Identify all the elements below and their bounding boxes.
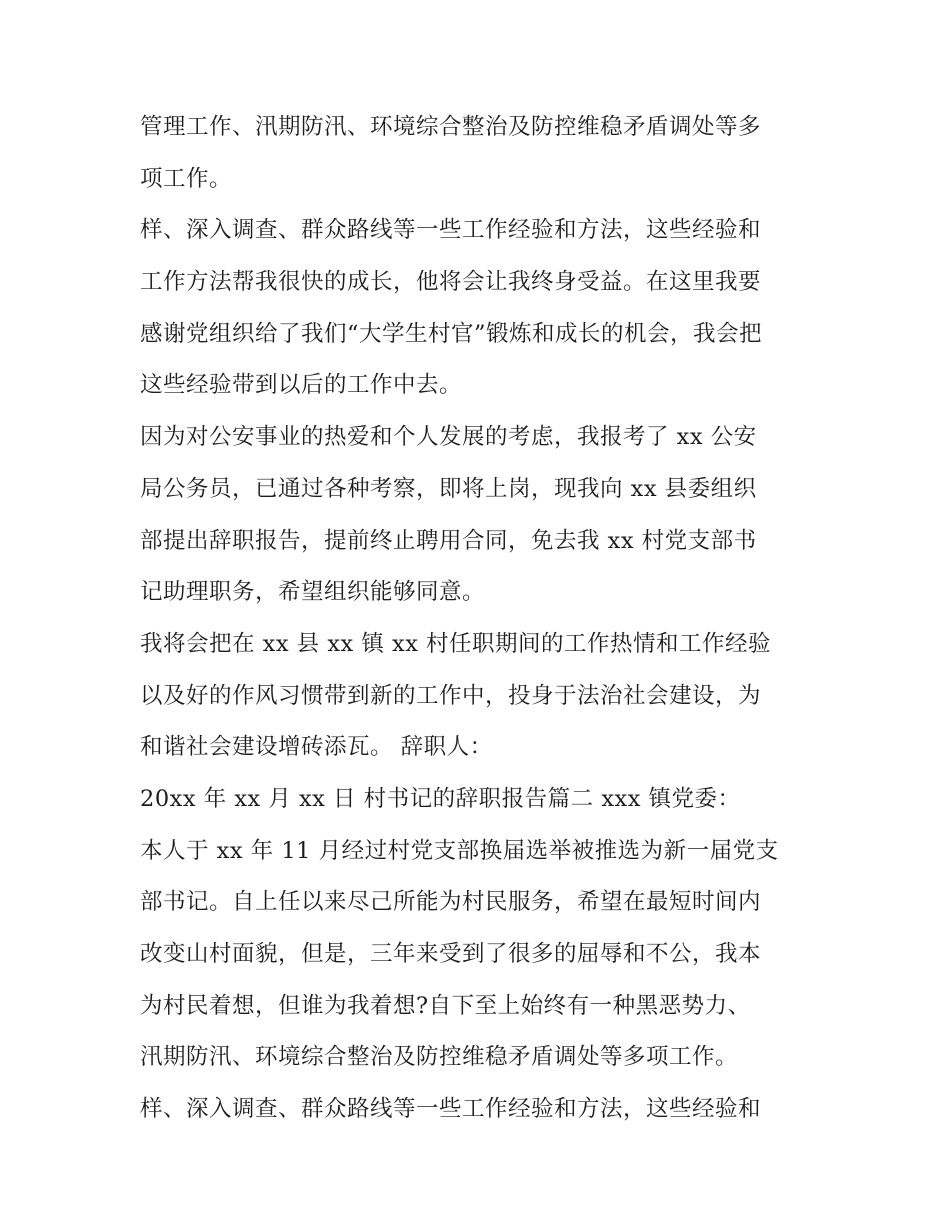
text-line: 和谐社会建设增砖添瓦。 辞职人： [140, 734, 493, 761]
text-line: 以及好的作风习惯带到新的工作中，投身于法治社会建设，为 [140, 682, 762, 709]
text-line: 我将会把在 xx 县 xx 镇 xx 村任职期间的工作热情和工作经验 [140, 630, 772, 657]
text-line: 改变山村面貌，但是，三年来受到了很多的屈辱和不公，我本 [140, 941, 762, 967]
text-line: 管理工作、汛期防汛、环境综合整治及防控维稳矛盾调处等多 [140, 114, 762, 140]
text-line: 为村民着想，但谁为我着想?自下至上始终有一种黑恶势力、 [140, 992, 751, 1019]
document-body [140, 102, 830, 1136]
text-line: 局公务员，已通过各种考察，即将上岗，现我向 xx 县委组织 [140, 475, 757, 502]
text-line: 记助理职务，希望组织能够同意。 [140, 579, 486, 606]
text-line: 汛期防汛、环境综合整治及防控维稳矛盾调处等多项工作。 [140, 1044, 739, 1071]
text-line: 20xx 年 xx 月 xx 日 村书记的辞职报告篇二 xxx 镇党委： [140, 785, 741, 812]
text-line: 感谢党组织给了我们“大学生村官”锻炼和成长的机会，我会把 [140, 320, 763, 347]
text-line: 项工作。 [140, 165, 233, 192]
text-line: 工作方法帮我很快的成长，他将会让我终身受益。在这里我要 [140, 269, 762, 296]
text-line: 这些经验带到以后的工作中去。 [140, 372, 463, 399]
text-line: 部提出辞职报告，提前终止聘用合同，免去我 xx 村党支部书 [140, 527, 757, 554]
text-line: 样、深入调查、群众路线等一些工作经验和方法，这些经验和 [140, 1096, 762, 1123]
text-line: 因为对公安事业的热爱和个人发展的考虑，我报考了 xx 公安 [140, 424, 757, 451]
text-line: 本人于 xx 年 11 月经过村党支部换届选举被推选为新一届党支 [140, 837, 779, 864]
text-line: 样、深入调查、群众路线等一些工作经验和方法，这些经验和 [140, 217, 762, 244]
text-line: 部书记。自上任以来尽己所能为村民服务，希望在最短时间内 [140, 889, 762, 916]
